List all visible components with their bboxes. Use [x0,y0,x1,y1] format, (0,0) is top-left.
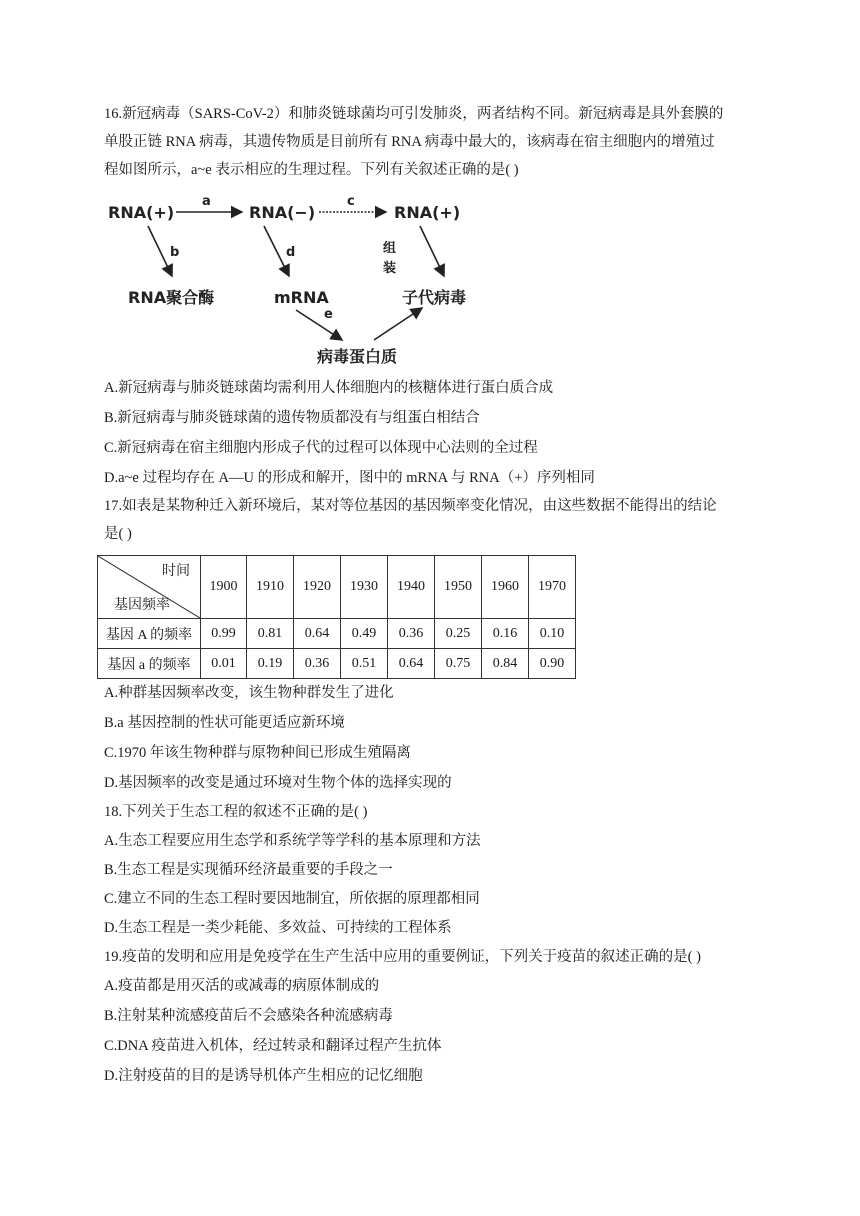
label-e: e [324,307,333,322]
arrow-e [296,310,342,340]
table-row-gene-a [98,649,576,679]
node-rna-polymerase: RNA聚合酶 [128,288,215,307]
label-assemble-2: 装 [383,261,397,276]
q17-option-b: B.a 基因控制的性状可能更适应新环境 [104,715,345,731]
q17-option-a: A.种群基因频率改变，该生物种群发生了进化 [104,685,394,701]
q17-stem [104,492,754,548]
table-header-row [98,556,576,619]
q16-option-b: B.新冠病毒与肺炎链球菌的遗传物质都没有与组蛋白相结合 [104,410,480,426]
q17-option-c: C.1970 年该生物种群与原物种间已形成生殖隔离 [104,745,411,761]
table-cell: 0.64 [388,649,435,679]
node-rna-minus: RNA(−) [249,203,316,222]
year-header: 1940 [388,556,435,619]
corner-label-time: 时间 [162,564,190,579]
row-label: 基因 a 的频率 [98,649,201,679]
table-cell: 0.64 [294,619,341,649]
q16-stem [104,100,754,184]
table-cell: 0.49 [341,619,388,649]
year-header: 1930 [341,556,388,619]
virus-replication-diagram [104,190,504,370]
q18-option-d: D.生态工程是一类少耗能、多效益、可持续的工程体系 [104,920,452,936]
q18-stem: 18.下列关于生态工程的叙述不正确的是( ) [104,804,368,820]
arrow-protein-to-progeny [374,308,422,340]
q19-stem: 19.疫苗的发明和应用是免疫学在生产生活中应用的重要例证，下列关于疫苗的叙述正确的是( ) [104,949,701,965]
q17-option-d: D.基因频率的改变是通过环境对生物个体的选择实现的 [104,775,452,791]
year-header: 1900 [201,556,247,619]
year-header: 1960 [482,556,529,619]
q16-option-c: C.新冠病毒在宿主细胞内形成子代的过程可以体现中心法则的全过程 [104,440,538,456]
node-progeny-virus: 子代病毒 [402,288,467,307]
q19-option-d: D.注射疫苗的目的是诱导机体产生相应的记忆细胞 [104,1068,423,1084]
table-cell: 0.75 [435,649,482,679]
label-d: d [286,245,296,260]
node-mrna: mRNA [274,288,329,307]
label-assemble-1: 组 [383,241,397,256]
q17-stem-line-2: 是( ) [104,526,132,542]
arrow-b [148,226,172,276]
table-cell: 0.84 [482,649,529,679]
q16-stem-line-2: 单股正链 RNA 病毒，其遗传物质是目前所有 RNA 病毒中最大的，该病毒在宿主细胞内的增殖过 [104,134,715,150]
table-cell: 0.36 [388,619,435,649]
table-cell: 0.01 [201,649,247,679]
corner-label-frequency: 基因频率 [114,598,170,613]
year-header: 1910 [247,556,294,619]
node-rna-plus: RNA(+) [108,203,175,222]
q16-option-a: A.新冠病毒与肺炎链球菌均需利用人体细胞内的核糖体进行蛋白质合成 [104,380,554,396]
table-cell: 0.90 [529,649,576,679]
label-a: a [202,194,211,209]
table-corner-cell [98,556,201,619]
year-header: 1950 [435,556,482,619]
node-viral-protein: 病毒蛋白质 [317,347,398,366]
table-cell: 0.36 [294,649,341,679]
table-cell: 0.81 [247,619,294,649]
q16-stem-line-1: 16.新冠病毒（SARS-CoV-2）和肺炎链球菌均可引发肺炎，两者结构不同。新冠病毒是具外套膜的 [104,106,724,122]
arrow-assemble [420,226,444,276]
table-cell: 0.19 [247,649,294,679]
q17-stem-line-1: 17.如表是某物种迁入新环境后，某对等位基因的基因频率变化情况，由这些数据不能得出的结论 [104,498,717,514]
table-cell: 0.51 [341,649,388,679]
gene-frequency-table [97,555,576,679]
table-row-gene-A [98,619,576,649]
q18-option-a: A.生态工程要应用生态学和系统学等学科的基本原理和方法 [104,833,481,849]
year-header: 1970 [529,556,576,619]
q19-option-c: C.DNA 疫苗进入机体，经过转录和翻译过程产生抗体 [104,1038,442,1054]
q19-option-b: B.注射某种流感疫苗后不会感染各种流感病毒 [104,1008,393,1024]
q18-option-c: C.建立不同的生态工程时要因地制宜，所依据的原理都相同 [104,891,480,907]
row-label: 基因 A 的频率 [98,619,201,649]
table-cell: 0.25 [435,619,482,649]
table-cell: 0.16 [482,619,529,649]
table-cell: 0.10 [529,619,576,649]
table-cell: 0.99 [201,619,247,649]
q16-option-d: D.a~e 过程均存在 A—U 的形成和解开，图中的 mRNA 与 RNA（+）序列相同 [104,470,595,486]
q19-option-a: A.疫苗都是用灭活的或减毒的病原体制成的 [104,978,380,994]
node-rna-plus-2: RNA(+) [394,203,461,222]
q18-option-b: B.生态工程是实现循环经济最重要的手段之一 [104,862,393,878]
label-b: b [170,245,180,260]
label-c: c [347,194,355,209]
year-header: 1920 [294,556,341,619]
q16-stem-line-3: 程如图所示，a~e 表示相应的生理过程。下列有关叙述正确的是( ) [104,162,519,178]
